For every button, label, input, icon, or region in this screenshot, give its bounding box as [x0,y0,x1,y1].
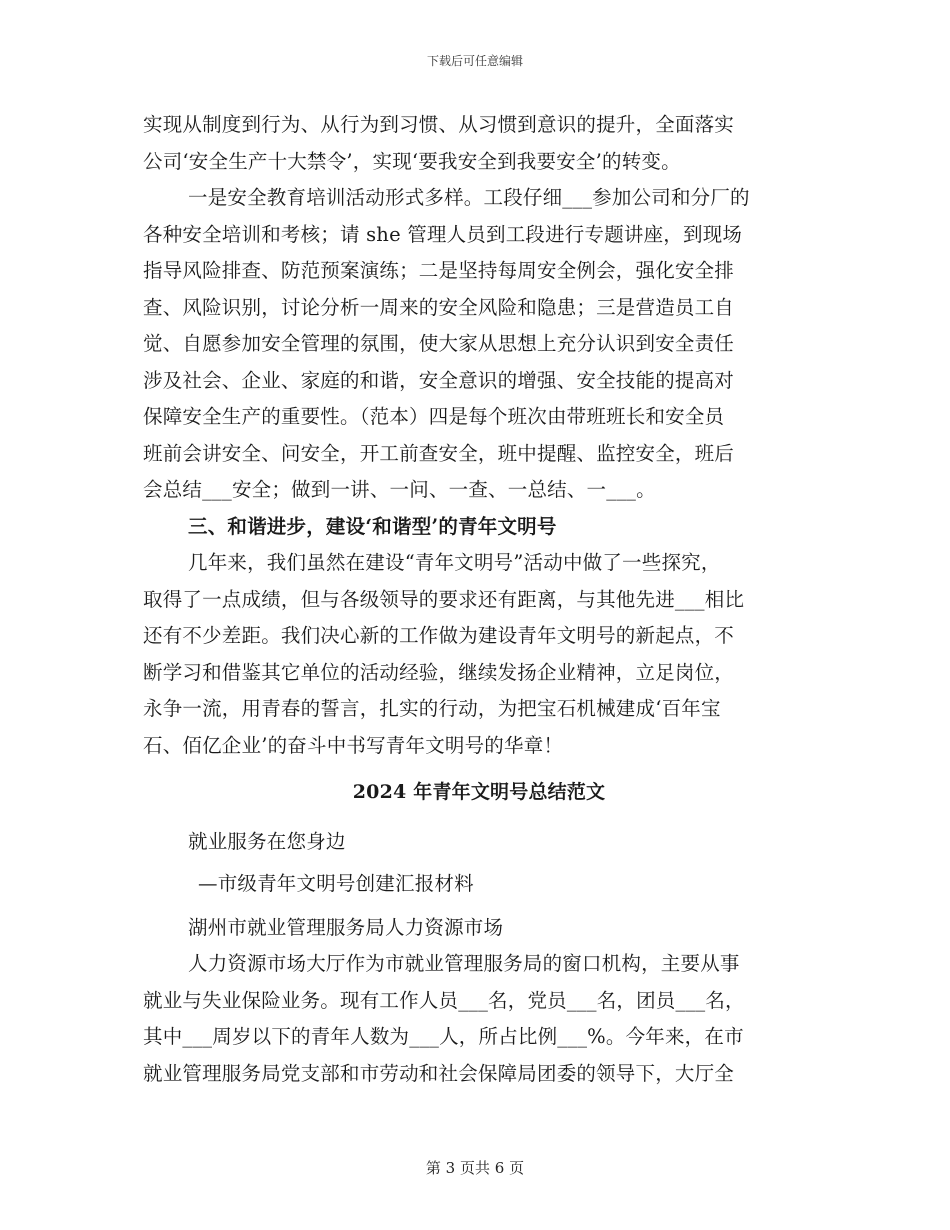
body-line: 人力资源市场大厅作为市就业管理服务局的窗口机构，主要从事 [188,952,740,975]
body-line: 取得了一点成绩，但与各级领导的要求还有距离，与其他先进___相比 [143,587,745,611]
body-line: 觉、自愿参加安全管理的氛围，使大家从思想上充分认识到安全责任 [143,332,735,355]
body-line: 几年来，我们虽然在建设“青年文明号”活动中做了一些探究， [188,551,721,574]
body-line: 查、风险识别，讨论分析一周来的安全风险和隐患；三是营造员工自 [143,295,735,319]
body-line: 实现从制度到行为、从行为到习惯、从习惯到意识的提升，全面落实 [143,113,735,136]
body-line: 就业管理服务局党支部和市劳动和社会保障局团委的领导下，大厅全 [143,1061,735,1085]
body-line: 永争一流，用青春的誓言，扎实的行动，为把宝石机械建成‘百年宝 [143,697,721,720]
document-body [143,107,815,1092]
body-line: 石、佰亿企业’的奋斗中书写青年文明号的华章！ [143,733,564,757]
subtitle-secondary: —市级青年文明号创建汇报材料 [198,872,474,895]
organization-name: 湖州市就业管理服务局人力资源市场 [188,915,504,939]
body-line: 就业与失业保险业务。现有工作人员___名，党员___名，团员___名， [143,988,745,1012]
body-line: 班前会讲安全、问安全，开工前查安全，班中提醒、监控安全，班后 [143,441,735,465]
section-heading: 三、和谐进步，建设‘和谐型’的青年文明号 [188,514,557,538]
body-line: 涉及社会、企业、家庭的和谐，安全意识的增强、安全技能的提高对 [143,368,735,392]
document-title: 2024 年青年文明号总结范文 [352,781,606,803]
body-line: 还有不少差距。我们决心新的工作做为建设青年文明号的新起点，不 [143,624,735,647]
subtitle: 就业服务在您身边 [188,829,346,853]
body-line: 会总结___安全；做到一讲、一问、一查、一总结、一___。 [143,478,656,501]
page-footer: 第 3 页共 6 页 [425,1159,525,1177]
body-line: 保障安全生产的重要性。（范本）四是每个班次由带班班长和安全员 [143,405,725,428]
body-line: 一是安全教育培训活动形式多样。工段仔细___参加公司和分厂的 [188,186,750,209]
body-line: 各种安全培训和考核；请 she 管理人员到工段进行专题讲座，到现场 [143,222,743,246]
body-line: 其中___周岁以下的青年人数为___人，所占比例___%。今年来，在市 [143,1025,744,1048]
page-header: 下载后可任意编辑 [426,54,523,68]
body-line: 断学习和借鉴其它单位的活动经验，继续发扬企业精神，立足岗位， [143,660,735,684]
body-line: 公司‘安全生产十大禁令’，实现‘要我安全到我要安全’的转变。 [143,149,681,173]
body-line: 指导风险排查、防范预案演练；二是坚持每周安全例会，强化安全排 [143,259,735,282]
